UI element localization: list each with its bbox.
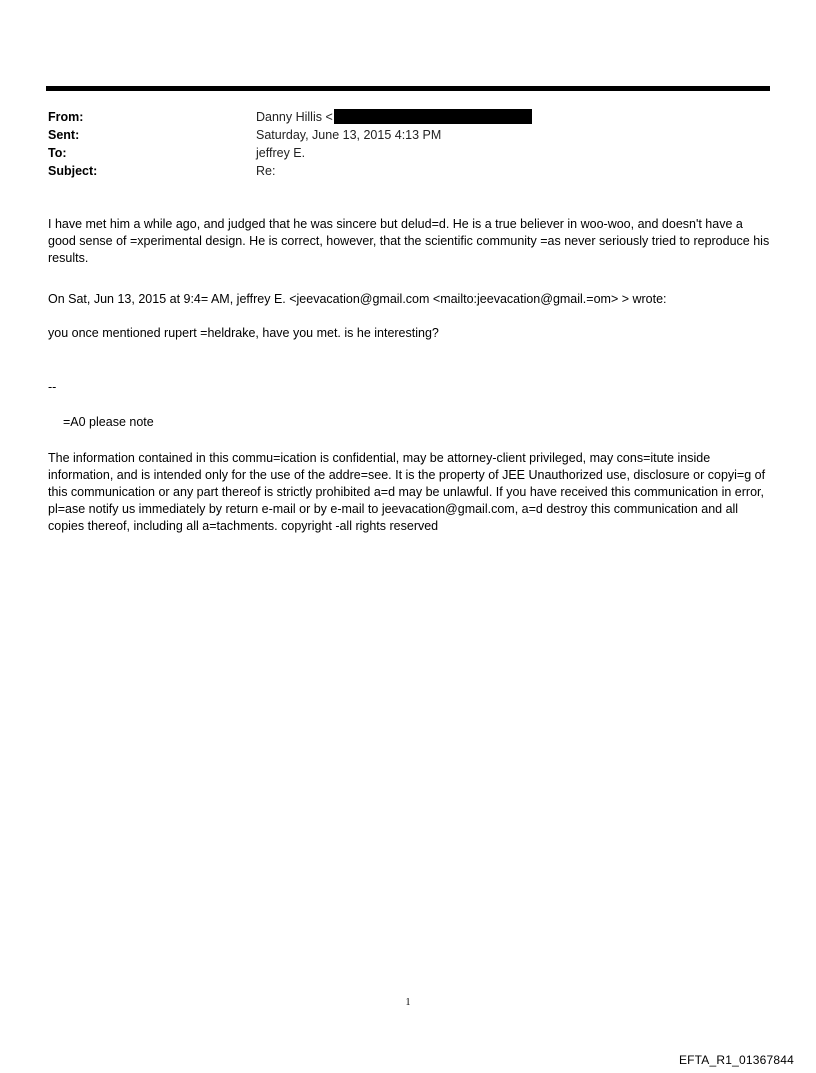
reply-paragraph: I have met him a while ago, and judged that he was sincere but delud=d. He is a true believer in woo-woo, and doesn't have a good sense of =xperimental design. He is correct, however, that the scientific community =as never seriously tried to reproduce his results. [48, 217, 770, 265]
quote-attribution: On Sat, Jun 13, 2015 at 9:4= AM, jeffrey E. <jeevacation@gmail.com <mailto:jeevacation@gmail.=om> > wrote: [48, 292, 667, 306]
from-row [48, 108, 532, 126]
confidentiality-disclaimer: The information contained in this commu=ication is confidential, may be attorney-client privileged, may cons=itute inside information, and is intended only for the use of the addre=see. It is the property of JEE Unauthorized use, disclosure or copyi=g of this communication or any part thereof is strictly prohibited a=d may be unlawful. If you have received this communication in error, pl=ase notify us immediately by return e-mail or by e-mail to jeevacation@gmail.com, a=d destroy this communication and all copies thereof, including all a=tachments. copyright -all rights reserved [48, 451, 766, 533]
subject-value: Re: [256, 164, 276, 178]
sent-label: Sent: [48, 128, 80, 142]
to-row [48, 144, 532, 162]
to-label: To: [48, 146, 67, 160]
redaction-box [334, 109, 532, 124]
bates-number: EFTA_R1_01367844 [678, 1053, 794, 1067]
subject-row [48, 162, 532, 180]
page-number: 1 [405, 997, 411, 1008]
email-header [48, 108, 532, 180]
quoted-question: you once mentioned rupert =heldrake, have you met. is he interesting? [48, 326, 439, 340]
sent-row [48, 126, 532, 144]
signature-separator: -- [48, 380, 57, 394]
from-value [256, 108, 532, 126]
header-rule [46, 86, 770, 91]
sent-value: Saturday, June 13, 2015 4:13 PM [256, 128, 442, 142]
subject-label: Subject: [48, 164, 98, 178]
to-value: jeffrey E. [256, 146, 306, 160]
from-name: Danny Hillis < [256, 110, 333, 124]
from-label: From: [48, 110, 84, 124]
please-note: =A0 please note [63, 415, 154, 429]
